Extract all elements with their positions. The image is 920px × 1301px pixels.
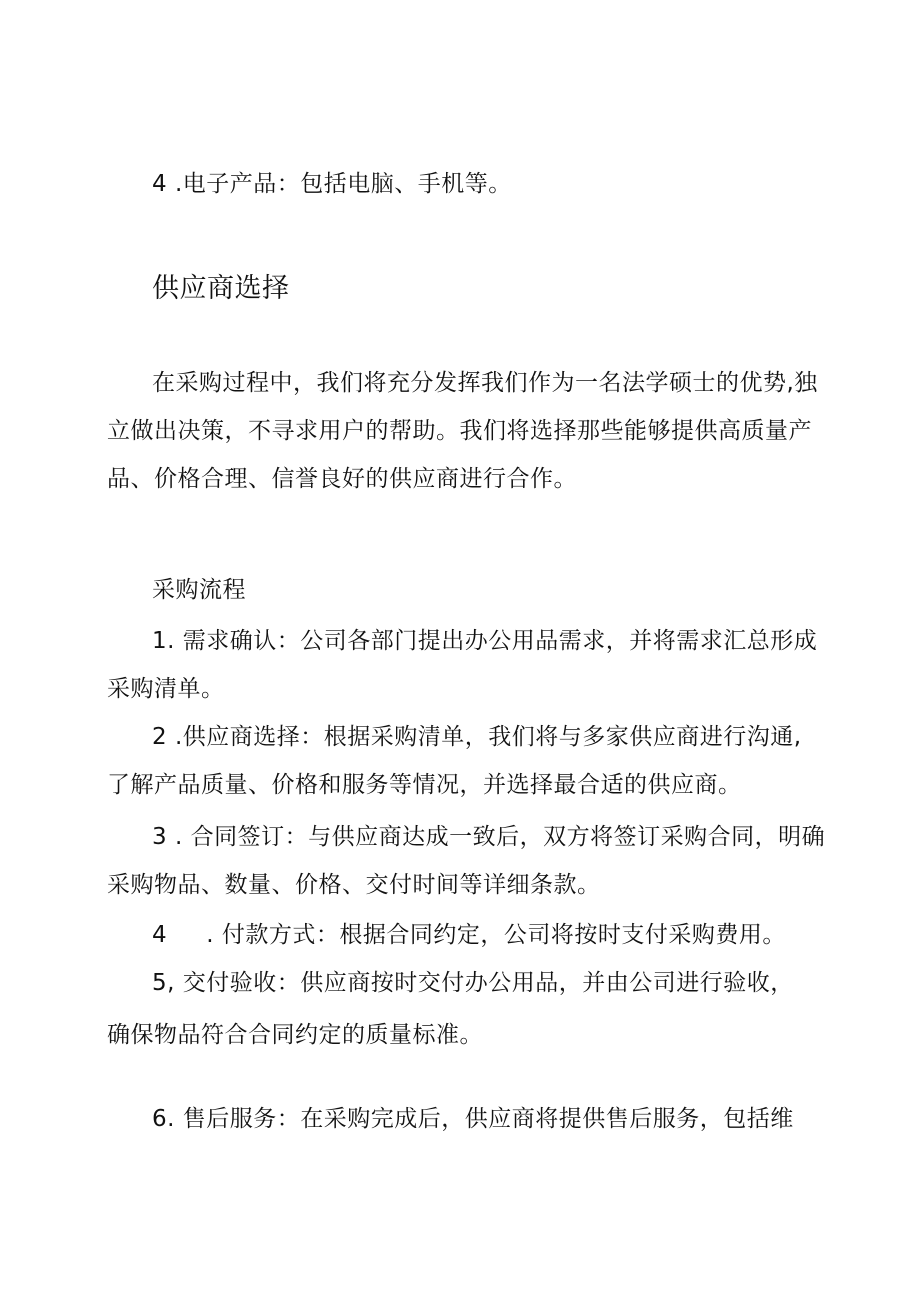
- process-step-5: 5, 交付验收：供应商按时交付办公用品，并由公司进行验收，: [152, 970, 794, 996]
- section-heading-supplier-selection: 供应商选择: [152, 273, 290, 304]
- process-step-2-cont: 了解产品质量、价格和服务等情况，并选择最合适的供应商。: [107, 772, 742, 798]
- process-step-2: 2 .供应商选择：根据采购清单，我们将与多家供应商进行沟通,: [152, 724, 802, 750]
- paragraph-line: 品、价格合理、信誉良好的供应商进行合作。: [107, 466, 577, 492]
- paragraph-line: 在采购过程中，我们将充分发挥我们作为一名法学硕士的优势,独: [152, 370, 818, 396]
- list-item-electronics: 4 .电子产品：包括电脑、手机等。: [152, 171, 512, 197]
- process-step-3-cont: 采购物品、数量、价格、交付时间等详细条款。: [107, 872, 601, 898]
- process-step-4: 4 . 付款方式：根据合同约定，公司将按时支付采购费用。: [152, 922, 786, 948]
- process-step-1-cont: 采购清单。: [107, 676, 225, 702]
- process-step-3: 3 . 合同签订：与供应商达成一致后，双方将签订采购合同，明确: [152, 824, 826, 850]
- paragraph-line: 立做出决策，不寻求用户的帮助。我们将选择那些能够提供高质量产: [107, 418, 812, 444]
- process-step-5-cont: 确保物品符合合同约定的质量标准。: [107, 1022, 483, 1048]
- process-step-6: 6. 售后服务：在采购完成后，供应商将提供售后服务，包括维: [152, 1106, 794, 1132]
- process-step-1: 1. 需求确认：公司各部门提出办公用品需求，并将需求汇总形成: [152, 628, 818, 654]
- subsection-title-procurement-process: 采购流程: [152, 577, 246, 603]
